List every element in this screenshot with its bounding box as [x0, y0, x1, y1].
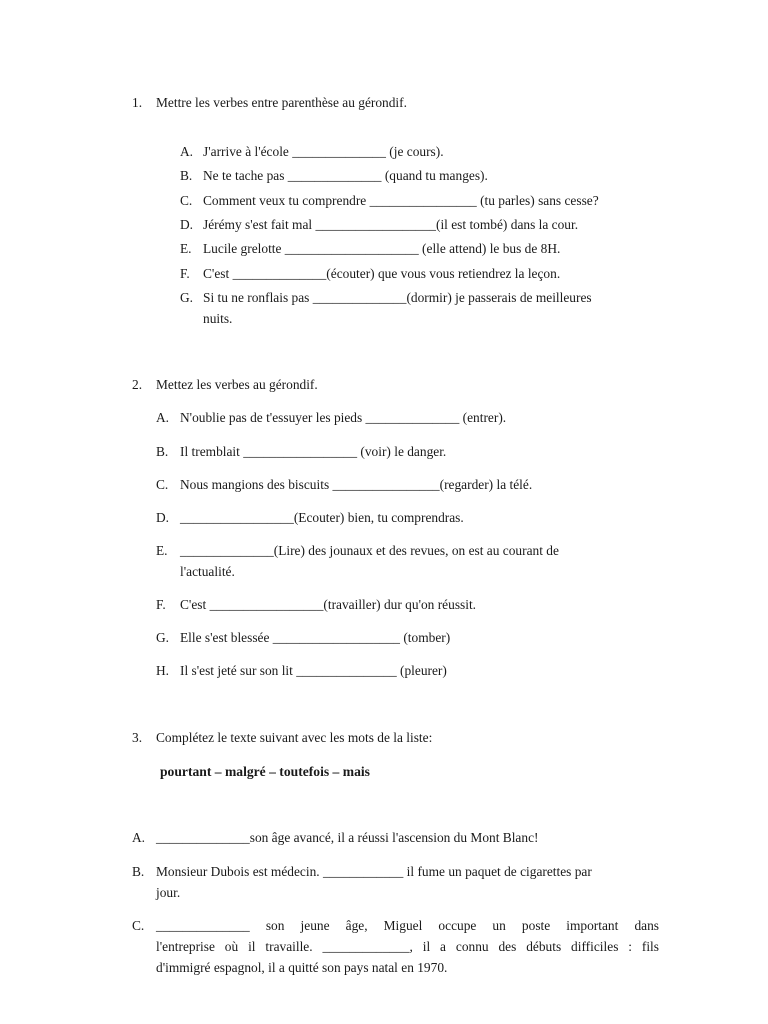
- s2-item-h-text: Il s'est jeté sur son lit _______________ (pleurer): [180, 663, 447, 678]
- s1-item-g-letter: G.: [180, 290, 194, 305]
- section-2-title: Mettez les verbes au gérondif.: [156, 377, 318, 392]
- s1-item-g-continuation: nuits.: [203, 311, 233, 326]
- section-1-title: Mettre les verbes entre parenthèse au gérondif.: [156, 95, 407, 110]
- s1-item-e-text: Lucile grelotte ____________________ (elle attend) le bus de 8H.: [203, 241, 561, 256]
- s3-item-b-line1: Monsieur Dubois est médecin. ____________ il fume un paquet de cigarettes par: [156, 864, 592, 879]
- s2-item-e-continuation: l'actualité.: [180, 564, 235, 579]
- s2-item-b-text: Il tremblait _________________ (voir) le danger.: [180, 444, 447, 459]
- section-3-number: 3.: [132, 730, 143, 745]
- s2-item-e-text: ______________(Lire) des jounaux et des revues, on est au courant de: [180, 543, 559, 558]
- s3-item-b-letter: B.: [132, 864, 145, 879]
- s1-item-c-text: Comment veux tu comprendre ________________ (tu parles) sans cesse?: [203, 193, 599, 208]
- s1-item-b-letter: B.: [180, 168, 193, 183]
- s1-item-d-letter: D.: [180, 217, 194, 232]
- s3-item-a-text: ______________son âge avancé, il a réussi l'ascension du Mont Blanc!: [156, 830, 539, 845]
- s2-item-e-letter: E.: [156, 543, 168, 558]
- s2-item-c-letter: C.: [156, 477, 169, 492]
- s2-item-a-letter: A.: [156, 410, 170, 425]
- s2-item-g-letter: G.: [156, 630, 170, 645]
- s1-item-d-text: Jérémy s'est fait mal __________________(il est tombé) dans la cour.: [203, 217, 579, 232]
- s3-item-a-letter: A.: [132, 830, 146, 845]
- s2-item-f-text: C'est _________________(travailler) dur qu'on réussit.: [180, 597, 477, 612]
- section-1-number: 1.: [132, 95, 143, 110]
- s1-item-g-text: Si tu ne ronflais pas ______________(dormir) je passerais de meilleures: [203, 290, 592, 305]
- s1-item-f-text: C'est ______________(écouter) que vous vous retiendrez la leçon.: [203, 266, 561, 281]
- s3-item-b-line2: jour.: [156, 885, 181, 900]
- s2-item-d-letter: D.: [156, 510, 170, 525]
- s1-item-b-text: Ne te tache pas ______________ (quand tu manges).: [203, 168, 488, 183]
- s2-item-h-letter: H.: [156, 663, 170, 678]
- s2-item-a-text: N'oublie pas de t'essuyer les pieds ______________ (entrer).: [180, 410, 507, 425]
- s2-item-b-letter: B.: [156, 444, 169, 459]
- s1-item-c-letter: C.: [180, 193, 193, 208]
- s2-item-c-text: Nous mangions des biscuits ________________(regarder) la télé.: [180, 477, 533, 492]
- s3-item-c-letter: C.: [132, 918, 145, 933]
- s1-item-a-letter: A.: [180, 144, 194, 159]
- s3-item-c-line2: l'entreprise où il travaille. _____________, il a connu des débuts difficiles : fils: [156, 939, 659, 954]
- s1-item-f-letter: F.: [180, 266, 190, 281]
- s1-item-a-text: J'arrive à l'école ______________ (je cours).: [203, 144, 444, 159]
- s3-item-c-line1: ______________ son jeune âge, Miguel occupe un poste important dans: [156, 918, 659, 933]
- section-3-title: Complétez le texte suivant avec les mots de la liste:: [156, 730, 433, 745]
- s3-item-c-line3: d'immigré espagnol, il a quitté son pays natal en 1970.: [156, 960, 448, 975]
- word-list: pourtant – malgré – toutefois – mais: [160, 764, 370, 779]
- s2-item-g-text: Elle s'est blessée ___________________ (tomber): [180, 630, 451, 645]
- section-2-number: 2.: [132, 377, 143, 392]
- s1-item-e-letter: E.: [180, 241, 192, 256]
- s2-item-d-text: _________________(Ecouter) bien, tu comprendras.: [180, 510, 464, 525]
- s2-item-f-letter: F.: [156, 597, 166, 612]
